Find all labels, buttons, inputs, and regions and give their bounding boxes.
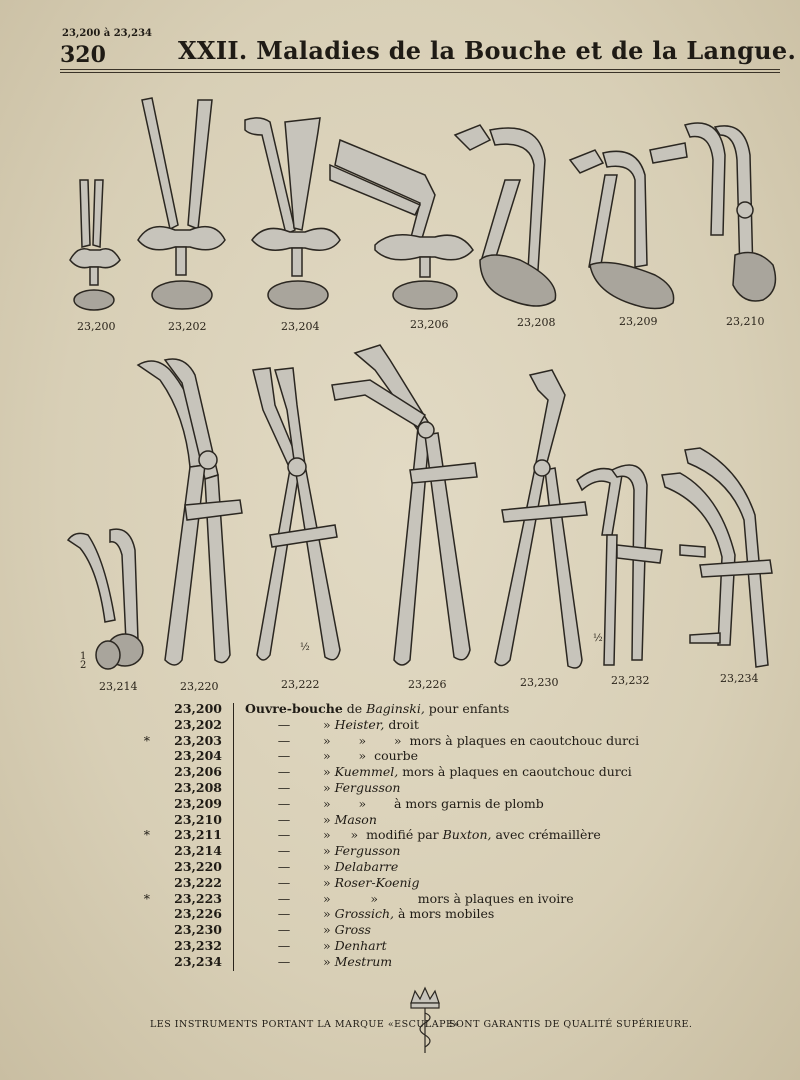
figure-label: 23,204 xyxy=(281,320,320,333)
catalog-number: 23,202 xyxy=(174,716,222,732)
list-item xyxy=(150,906,670,922)
catalog-number: 23,234 xyxy=(174,953,222,969)
description-author: Delabarre xyxy=(334,858,399,874)
esculape-crown-serpent-icon xyxy=(405,985,445,1055)
instrument-type: — xyxy=(277,779,291,795)
list-item xyxy=(150,843,670,859)
description-suffix: mors à plaques en caoutchouc durci xyxy=(398,764,632,780)
instrument-type: — xyxy=(277,906,291,922)
description-prefix: de xyxy=(346,701,367,716)
footer-text-left: LES INSTRUMENTS PORTANT LA MARQUE «ESCULAPE» xyxy=(150,1019,460,1030)
instrument-type: — xyxy=(277,843,291,859)
instrument-description xyxy=(323,843,400,858)
new-item-asterisk: * xyxy=(143,732,150,748)
description-prefix: » xyxy=(323,858,335,874)
instrument-name xyxy=(245,717,419,733)
catalog-number: 23,209 xyxy=(174,795,222,811)
instrument-type: Ouvre-bouche xyxy=(245,701,343,716)
description-prefix: » » xyxy=(323,890,418,906)
description-author: Mason xyxy=(334,811,377,827)
instrument-name xyxy=(245,922,371,938)
list-item xyxy=(143,827,670,843)
instrument-name xyxy=(245,748,418,764)
catalog-number: 23,230 xyxy=(174,922,222,938)
instrument-description xyxy=(323,938,387,953)
instrument-description xyxy=(323,780,400,795)
instrument-name xyxy=(245,891,574,907)
new-item-asterisk: * xyxy=(143,827,150,843)
figure-label: 23,209 xyxy=(619,315,658,328)
figure-label: 23,226 xyxy=(408,678,447,691)
catalog-number: 23,210 xyxy=(174,811,222,827)
instrument-description xyxy=(323,717,419,732)
description-prefix: » xyxy=(323,906,335,922)
description-prefix: » » xyxy=(323,795,394,811)
list-item xyxy=(143,732,670,749)
instrument-description xyxy=(323,733,639,748)
list-item xyxy=(143,890,670,907)
list-item xyxy=(150,875,670,891)
list-item xyxy=(150,748,670,764)
list-item xyxy=(150,780,670,796)
catalog-number: 23,200 xyxy=(174,701,222,716)
instrument-name xyxy=(245,954,392,970)
description-prefix: » xyxy=(323,716,335,732)
figure-label: 23,222 xyxy=(281,678,320,691)
list-item xyxy=(150,922,670,938)
description-suffix: pour enfants xyxy=(424,701,510,716)
instrument-description xyxy=(323,906,494,921)
instrument-name xyxy=(245,906,494,922)
instrument-name xyxy=(245,938,387,954)
instrument-type: — xyxy=(277,953,291,969)
instrument-figure-23210 xyxy=(645,115,785,315)
catalog-number: 23,203 xyxy=(174,732,222,748)
instrument-type: — xyxy=(277,858,291,874)
instrument-name xyxy=(245,812,377,828)
description-prefix: » xyxy=(323,937,335,953)
description-author: Fergusson xyxy=(334,843,401,859)
list-item xyxy=(150,764,670,780)
list-item xyxy=(150,701,670,717)
list-item xyxy=(150,796,670,812)
instrument-description xyxy=(323,859,398,874)
instrument-type: — xyxy=(277,811,291,827)
instrument-description xyxy=(323,748,418,763)
instrument-figure-23232 xyxy=(572,455,672,675)
description-prefix: » » » xyxy=(323,732,410,748)
instrument-description xyxy=(347,701,510,716)
figure-label: 23,208 xyxy=(517,316,556,329)
catalog-number: 23,232 xyxy=(174,937,222,953)
instrument-figure-23226 xyxy=(330,345,485,675)
instrument-type: — xyxy=(277,716,291,732)
instrument-name xyxy=(245,733,639,749)
catalog-number: 23,220 xyxy=(174,858,222,874)
description-author: Buxton, xyxy=(442,827,492,843)
instrument-description xyxy=(323,796,544,811)
description-suffix: à mors garnis de plomb xyxy=(393,795,544,811)
scale-label: 1 2 xyxy=(80,651,87,671)
instrument-list xyxy=(143,701,670,970)
figure-label: 23,206 xyxy=(410,318,449,331)
catalog-number: 23,211 xyxy=(174,827,222,843)
figure-label: 23,202 xyxy=(168,320,207,333)
instrument-name xyxy=(245,859,398,875)
new-item-asterisk: * xyxy=(143,890,150,906)
instrument-type: — xyxy=(277,732,291,748)
description-prefix: » xyxy=(323,874,335,890)
footer-text-right: SONT GARANTIS DE QUALITÉ SUPÉRIEURE. xyxy=(449,1019,693,1030)
instrument-type: — xyxy=(277,890,291,906)
catalog-number: 23,226 xyxy=(174,906,222,922)
description-prefix: » » xyxy=(323,748,375,764)
header-item-range: 23,200 à 23,234 xyxy=(62,28,152,39)
description-prefix: » xyxy=(323,811,335,827)
description-author: Mestrum xyxy=(334,953,393,969)
description-author: Baginski, xyxy=(366,701,425,716)
catalog-number: 23,208 xyxy=(174,779,222,795)
description-suffix: mors à plaques en ivoire xyxy=(417,890,574,906)
list-item xyxy=(150,717,670,733)
description-prefix: » xyxy=(323,953,335,969)
catalog-number: 23,222 xyxy=(174,874,222,890)
instrument-description xyxy=(323,954,392,969)
description-author: Kuemmel, xyxy=(334,764,399,780)
description-author: Fergusson xyxy=(334,779,401,795)
description-author: Gross xyxy=(334,922,371,938)
instrument-figure-23208 xyxy=(450,120,565,315)
instrument-type: — xyxy=(277,922,291,938)
list-item xyxy=(150,859,670,875)
instrument-figure-23202 xyxy=(130,95,230,320)
list-item xyxy=(150,812,670,828)
instrument-description xyxy=(323,891,574,906)
instrument-name xyxy=(245,701,509,717)
scale-label: ½ xyxy=(300,642,310,653)
instrument-name xyxy=(245,764,632,780)
instrument-name xyxy=(245,827,601,843)
description-author: Denhart xyxy=(334,937,387,953)
description-author: Heister, xyxy=(334,716,385,732)
instrument-type: — xyxy=(277,937,291,953)
instrument-figure-23200 xyxy=(60,175,130,320)
description-prefix: » xyxy=(323,922,335,938)
instrument-type: — xyxy=(277,874,291,890)
instrument-name xyxy=(245,796,544,812)
description-prefix: » xyxy=(323,843,335,859)
instrument-figure-23234 xyxy=(660,445,785,675)
page-title: XXII. Maladies de la Bouche et de la Langue. xyxy=(178,36,797,65)
page-number: 320 xyxy=(60,42,106,68)
instrument-figure-23220 xyxy=(130,355,245,675)
instrument-name xyxy=(245,875,420,891)
figure-label: 23,220 xyxy=(180,680,219,693)
instrument-description xyxy=(323,875,420,890)
instrument-type: — xyxy=(277,764,291,780)
instrument-name xyxy=(245,780,400,796)
description-author: Grossich, xyxy=(334,906,394,922)
list-item xyxy=(150,938,670,954)
instrument-description xyxy=(323,812,377,827)
list-item xyxy=(150,954,670,970)
description-suffix: mors à plaques en caoutchouc durci xyxy=(409,732,640,748)
description-prefix: » xyxy=(323,779,335,795)
instrument-description xyxy=(323,764,632,779)
description-suffix: droit xyxy=(384,716,419,732)
figure-label: 23,210 xyxy=(726,315,765,328)
catalog-number: 23,214 xyxy=(174,843,222,859)
scale-label: ½ xyxy=(593,633,603,644)
instrument-type: — xyxy=(277,795,291,811)
catalog-number: 23,204 xyxy=(174,748,222,764)
instrument-name xyxy=(245,843,400,859)
instrument-description xyxy=(323,827,601,842)
catalog-number: 23,223 xyxy=(174,890,222,906)
figure-label: 23,230 xyxy=(520,676,559,689)
description-prefix: » » modifié par xyxy=(323,827,443,843)
figure-label: 23,234 xyxy=(720,672,759,685)
header-rule xyxy=(60,69,780,70)
header-rule-double xyxy=(60,72,780,73)
description-suffix: courbe xyxy=(374,748,419,764)
description-suffix: avec crémaillère xyxy=(491,827,601,843)
description-suffix: à mors mobiles xyxy=(393,906,495,922)
figure-label: 23,200 xyxy=(77,320,116,333)
instrument-description xyxy=(323,922,371,937)
figure-label: 23,214 xyxy=(99,680,138,693)
description-prefix: » xyxy=(323,764,335,780)
instrument-type: — xyxy=(277,748,291,764)
instrument-type: — xyxy=(277,827,291,843)
figure-label: 23,232 xyxy=(611,674,650,687)
catalog-number: 23,206 xyxy=(174,764,222,780)
description-author: Roser-Koenig xyxy=(334,874,420,890)
